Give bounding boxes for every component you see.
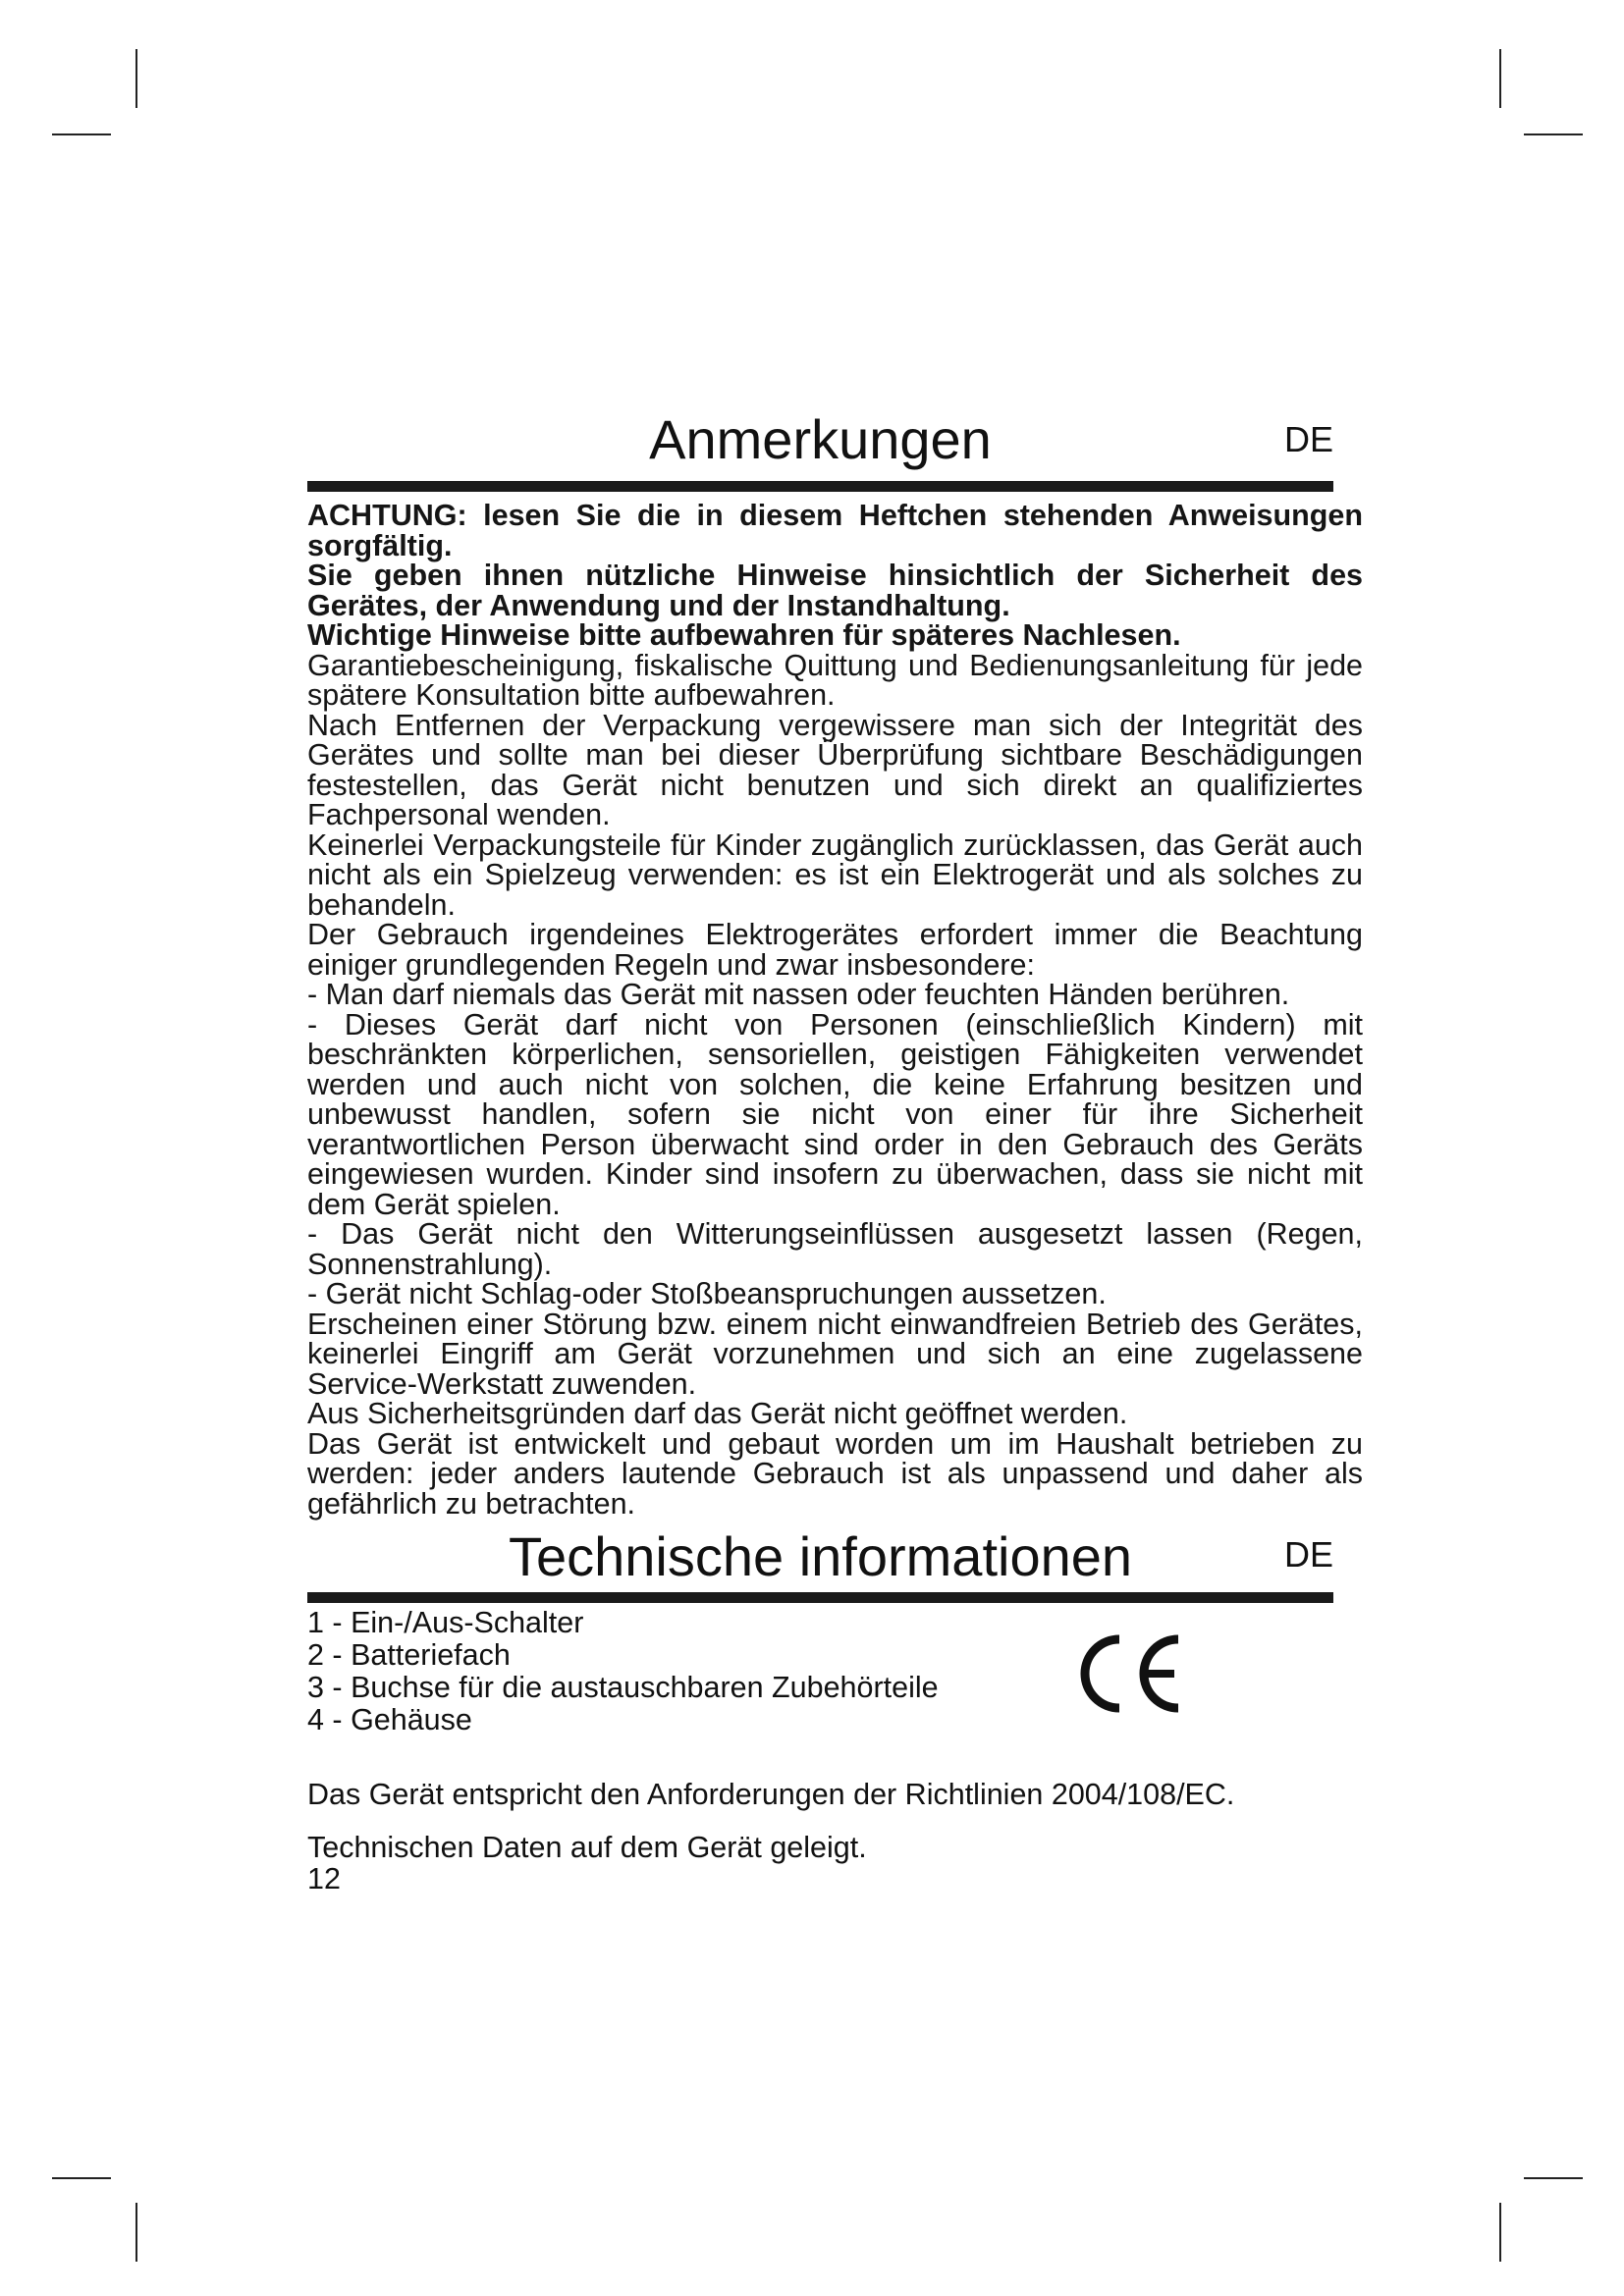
parts-list: [307, 1607, 939, 1736]
language-code: DE: [1283, 419, 1333, 459]
list-item: 2 - Batteriefach: [307, 1638, 511, 1672]
crop-mark-top-right-horizontal: [1524, 133, 1583, 135]
paragraph: - Das Gerät nicht den Witterungseinflüssen ausgesetzt lassen (Regen, Sonnenstrahlung).: [307, 1217, 1363, 1281]
paragraph: Garantiebescheinigung, fiskalische Quittung und Bedienungsanleitung für jede spätere Konsultation bitte aufbewahren.: [307, 648, 1363, 712]
section-header-anmerkungen: [307, 408, 1333, 491]
paragraph: Wichtige Hinweise bitte aufbewahren für späteres Nachlesen.: [307, 618, 1181, 652]
crop-mark-top-left-vertical: [135, 49, 137, 108]
paragraph: ACHTUNG: lesen Sie die in diesem Heftchen stehenden Anweisungen sorgfältig.: [307, 499, 1363, 562]
crop-mark-bottom-right-horizontal: [1524, 2177, 1583, 2179]
list-item: 1 - Ein-/Aus-Schalter: [307, 1606, 584, 1639]
section-rule: [307, 481, 1333, 492]
list-item: 4 - Gehäuse: [307, 1703, 472, 1736]
crop-mark-bottom-right-vertical: [1499, 2203, 1501, 2262]
paragraph: Erscheinen einer Störung bzw. einem nicht einwandfreien Betrieb des Gerätes, keinerlei Eingriff am Gerät vorzunehmen und sich an eine zugelassene Service-Werkstatt zuwenden.: [307, 1307, 1363, 1401]
technical-data-note: Technischen Daten auf dem Gerät geleigt.: [307, 1831, 867, 1864]
section-title: Anmerkungen: [649, 408, 992, 470]
paragraph: Keinerlei Verpackungsteile für Kinder zugänglich zurücklassen, das Gerät auch nicht als ein Spielzeug verwenden: es ist ein Elektrogerät und als solches zu behandeln.: [307, 828, 1363, 922]
paragraph: Der Gebrauch irgendeines Elektrogerätes erfordert immer die Beachtung einiger grundlegenden Regeln und zwar insbesondere:: [307, 918, 1363, 982]
paragraph: Das Gerät ist entwickelt und gebaut worden um im Haushalt betrieben zu werden: jeder anders lautende Gebrauch ist als unpassend und daher als gefährlich zu betrachten.: [307, 1426, 1363, 1521]
paragraph: - Dieses Gerät darf nicht von Personen (einschließlich Kindern) mit beschränkten körperlichen, sensoriellen, geistigen Fähigkeiten verwendet werden und auch nicht von solchen, die keine Erfahrung besitzen und unbewusst handlen, sofern sie nicht von einer für ihre Sicherheit verantwortlichen Person überwacht sind order in den Gebrauch des Geräts eingewiesen wurden. Kinder sind insofern zu überwachen, dass sie nicht mit dem Gerät spielen.: [307, 1007, 1363, 1221]
paragraph: Sie geben ihnen nützliche Hinweise hinsichtlich der Sicherheit des Gerätes, der Anwendung und der Instandhaltung.: [307, 559, 1363, 622]
language-code: DE: [1283, 1534, 1333, 1575]
paragraph: - Man darf niemals das Gerät mit nassen oder feuchten Händen berühren.: [307, 978, 1290, 1011]
crop-mark-bottom-left-vertical: [135, 2203, 137, 2262]
section-rule: [307, 1592, 1333, 1603]
crop-mark-top-left-horizontal: [52, 133, 111, 135]
crop-mark-top-right-vertical: [1499, 49, 1501, 108]
page-number: 12: [307, 1862, 341, 1896]
section-header-technische-informationen: [307, 1525, 1333, 1608]
list-item: 3 - Buchse für die austauschbaren Zubehörteile: [307, 1671, 939, 1704]
paragraph: Nach Entfernen der Verpackung vergewissere man sich der Integrität des Gerätes und sollte man bei dieser Überprüfung sichtbare Beschädigungen festestellen, das Gerät nicht benutzen und sich direkt an qualifiziertes Fachpersonal wenden.: [307, 708, 1363, 831]
section-title: Technische informationen: [508, 1525, 1133, 1587]
crop-mark-bottom-left-horizontal: [52, 2177, 111, 2179]
paragraph: - Gerät nicht Schlag-oder Stoßbeanspruchungen aussetzen.: [307, 1277, 1107, 1310]
compliance-text: Das Gerät entspricht den Anforderungen der Richtlinien 2004/108/EC.: [307, 1778, 1235, 1811]
ce-mark-icon: [1072, 1629, 1185, 1718]
notes-body: [307, 501, 1363, 1519]
paragraph: Aus Sicherheitsgründen darf das Gerät nicht geöffnet werden.: [307, 1397, 1128, 1430]
